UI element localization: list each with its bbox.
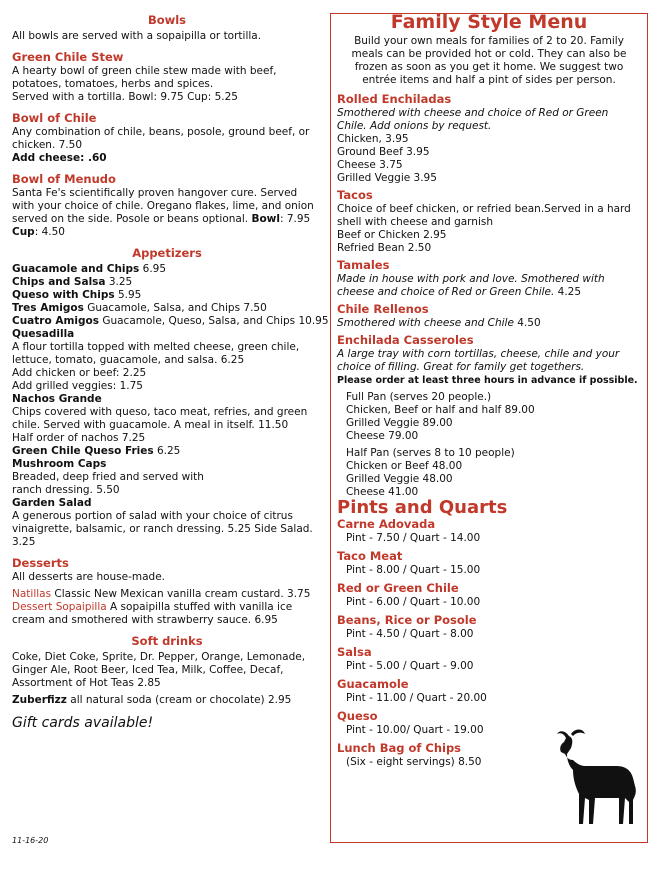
gift-cards-note: Gift cards available! <box>12 715 154 731</box>
zuberfizz-item <box>12 694 322 707</box>
full-pan-block <box>337 391 641 443</box>
full-pan-line: Grilled Veggie 89.00 <box>346 417 453 429</box>
nachos-half: Half order of nachos 7.25 <box>12 432 146 444</box>
salsa-name: Chips and Salsa <box>12 276 106 288</box>
half-pan-line: Half Pan (serves 8 to 10 people) <box>346 447 515 459</box>
family-style-panel <box>330 13 648 843</box>
quesadilla-add-veggies: Add grilled veggies: 1.75 <box>12 380 143 392</box>
salsa-price: 3.25 <box>105 276 133 288</box>
cuatro-desc: Guacamole, Queso, Salsa, and Chips 10.95 <box>98 315 329 327</box>
cuatro-amigos-item <box>12 315 329 328</box>
enchiladas-chicken: Chicken, 3.95 <box>337 133 409 145</box>
rolled-enchiladas-name: Rolled Enchiladas <box>337 92 452 106</box>
guacamole-chips-item <box>12 263 322 276</box>
full-pan-line: Full Pan (serves 20 people.) <box>346 391 492 403</box>
pint-item-price: Pint - 10.00/ Quart - 19.00 <box>346 724 484 736</box>
nachos-name: Nachos Grande <box>12 393 102 405</box>
pint-item-price: Pint - 8.00 / Quart - 15.00 <box>346 564 481 576</box>
pints-quarts-title: Pints and Quarts <box>337 497 508 518</box>
rolled-enchiladas-desc: Smothered with cheese and choice of Red or Green Chile. Add onions by request. <box>337 107 609 132</box>
pint-item-name: Queso <box>337 709 378 723</box>
casseroles-desc: A large tray with corn tortillas, cheese, chile and your choice of filling. Great for family get togethers. <box>337 348 620 373</box>
natillas-item <box>12 588 322 601</box>
guac-name: Guacamole and Chips <box>12 263 140 275</box>
natillas-name: Natillas <box>12 588 52 600</box>
mushroom-caps-name: Mushroom Caps <box>12 458 107 470</box>
tamales-price: 4.25 <box>554 286 582 298</box>
fries-price: 6.25 <box>153 445 181 457</box>
full-pan-line: Chicken, Beef or half and half 89.00 <box>346 404 535 416</box>
full-pan-line: Cheese 79.00 <box>346 430 419 442</box>
chips-salsa-item <box>12 276 322 289</box>
natillas-desc: Classic New Mexican vanilla cream custard. 3.75 <box>51 588 311 600</box>
bowls-heading: Bowls <box>147 13 187 27</box>
pint-item-name: Beans, Rice or Posole <box>337 613 477 627</box>
soft-drinks-heading: Soft drinks <box>131 634 203 648</box>
half-pan-line: Chicken or Beef 48.00 <box>346 460 463 472</box>
bowls-intro: All bowls are served with a sopaipilla or tortilla. <box>12 30 262 42</box>
desserts-intro: All desserts are house-made. <box>12 571 166 583</box>
queso-fries-item <box>12 445 322 458</box>
tacos-refried-bean: Refried Bean 2.50 <box>337 242 432 254</box>
goat-silhouette-icon <box>555 726 641 830</box>
pint-item-price: Pint - 6.00 / Quart - 10.00 <box>346 596 481 608</box>
pint-item-name: Carne Adovada <box>337 517 436 531</box>
sopa-desc: A sopaipilla stuffed with vanilla ice cream and smothered with strawberry sauce. 6.95 <box>12 601 293 626</box>
green-chile-stew-name: Green Chile Stew <box>12 50 124 64</box>
queso-name: Queso with Chips <box>12 289 115 301</box>
tacos-name: Tacos <box>337 188 373 202</box>
nachos-desc: Chips covered with queso, taco meat, refries, and green chile. Served with guacamole. A meal in itself. 11.50 <box>12 406 308 431</box>
bowl-of-chile-addon: Add cheese: .60 <box>12 152 107 164</box>
half-pan-line: Cheese 41.00 <box>346 486 419 498</box>
menudo-bowl-label: Bowl <box>251 213 280 225</box>
pint-item-name: Taco Meat <box>337 549 403 563</box>
cuatro-name: Cuatro Amigos <box>12 315 99 327</box>
quesadilla-name: Quesadilla <box>12 328 75 340</box>
bowl-of-chile-name: Bowl of Chile <box>12 111 97 125</box>
family-style-title: Family Style Menu <box>390 11 588 33</box>
tamales-name: Tamales <box>337 258 390 272</box>
tres-desc: Guacamole, Salsa, and Chips 7.50 <box>83 302 267 314</box>
guac-price: 6.95 <box>139 263 167 275</box>
menudo-cup-price: : 4.50 <box>34 226 65 238</box>
enchiladas-veggie: Grilled Veggie 3.95 <box>337 172 437 184</box>
pint-item-price: Pint - 7.50 / Quart - 14.00 <box>346 532 481 544</box>
zuber-name: Zuberfizz <box>12 694 67 706</box>
casseroles-order-note: Please order at least three hours in advance if possible. <box>337 375 638 386</box>
tacos-desc: Choice of beef chicken, or refried bean.Served in a hard shell with cheese and garnish <box>337 203 631 228</box>
left-column <box>12 13 329 731</box>
zuber-desc: all natural soda (cream or chocolate) 2.95 <box>66 694 292 706</box>
bowl-of-menudo-name: Bowl of Menudo <box>12 172 116 186</box>
menudo-cup-label: Cup <box>12 226 35 238</box>
enchilada-casseroles-name: Enchilada Casseroles <box>337 333 474 347</box>
bowl-of-menudo-desc <box>12 187 322 239</box>
green-chile-stew-price: Served with a tortilla. Bowl: 9.75 Cup: 5.25 <box>12 91 238 103</box>
tres-amigos-item <box>12 302 322 315</box>
menudo-desc-text: Santa Fe's scientifically proven hangover cure. Served with your choice of chile. Oregano flakes, lime, and onion served on the side. Posole or beans optional. <box>12 187 314 225</box>
mushroom-caps-desc-2: ranch dressing. 5.50 <box>12 484 120 496</box>
rellenos-desc-text: Smothered with cheese and Chile <box>337 317 514 329</box>
dessert-sopaipilla-item <box>12 601 322 627</box>
pint-item-name: Lunch Bag of Chips <box>337 741 462 755</box>
pint-item-price: Pint - 11.00 / Quart - 20.00 <box>346 692 487 704</box>
tamales-desc <box>337 273 641 299</box>
enchiladas-cheese: Cheese 3.75 <box>337 159 403 171</box>
rellenos-price: 4.50 <box>513 317 541 329</box>
family-style-intro: Build your own meals for families of 2 to 20. Family meals can be provided hot or cold. They can also be frozen as soon as you get it home. We suggest two entrée items and half a pint of sides per person. <box>351 35 627 86</box>
chile-rellenos-desc <box>337 317 641 330</box>
pint-item-name: Guacamole <box>337 677 409 691</box>
desserts-heading: Desserts <box>12 556 69 570</box>
half-pan-line: Grilled Veggie 48.00 <box>346 473 453 485</box>
soft-drinks-list: Coke, Diet Coke, Sprite, Dr. Pepper, Orange, Lemonade, Ginger Ale, Root Beer, Iced Tea, Milk, Coffee, Decaf, Assortment of Hot Teas 2.85 <box>12 651 306 689</box>
appetizers-heading: Appetizers <box>132 246 202 260</box>
menu-date: 11-16-20 <box>12 836 49 845</box>
tacos-beef-chicken: Beef or Chicken 2.95 <box>337 229 447 241</box>
pint-item-name: Red or Green Chile <box>337 581 459 595</box>
sopa-name: Dessert Sopaipilla <box>12 601 107 613</box>
chile-rellenos-name: Chile Rellenos <box>337 302 429 316</box>
tres-name: Tres Amigos <box>12 302 84 314</box>
quesadilla-desc: A flour tortilla topped with melted cheese, green chile, lettuce, tomato, guacamole, and salsa. 6.25 <box>12 341 300 366</box>
pint-item-price: Pint - 4.50 / Quart - 8.00 <box>346 628 474 640</box>
pint-item-name: Salsa <box>337 645 372 659</box>
queso-price: 5.95 <box>114 289 142 301</box>
half-pan-block <box>337 447 641 499</box>
bowl-of-chile-desc: Any combination of chile, beans, posole, ground beef, or chicken. 7.50 <box>12 126 310 151</box>
enchiladas-ground-beef: Ground Beef 3.95 <box>337 146 430 158</box>
garden-salad-desc: A generous portion of salad with your choice of citrus vinaigrette, balsamic, or ranch dressing. 5.25 Side Salad. 3.25 <box>12 510 313 548</box>
menudo-bowl-price: : 7.95 <box>279 213 311 225</box>
mushroom-caps-desc-1: Breaded, deep fried and served with <box>12 471 204 483</box>
garden-salad-name: Garden Salad <box>12 497 92 509</box>
fries-name: Green Chile Queso Fries <box>12 445 154 457</box>
queso-chips-item <box>12 289 322 302</box>
pint-item-price: (Six - eight servings) 8.50 <box>346 756 482 768</box>
quesadilla-add-meat: Add chicken or beef: 2.25 <box>12 367 147 379</box>
pint-item-price: Pint - 5.00 / Quart - 9.00 <box>346 660 474 672</box>
tamales-desc-text: Made in house with pork and love. Smothered with cheese and choice of Red or Green Chile. <box>337 273 605 298</box>
green-chile-stew-desc: A hearty bowl of green chile stew made with beef, potatoes, tomatoes, herbs and spices. <box>12 65 277 90</box>
